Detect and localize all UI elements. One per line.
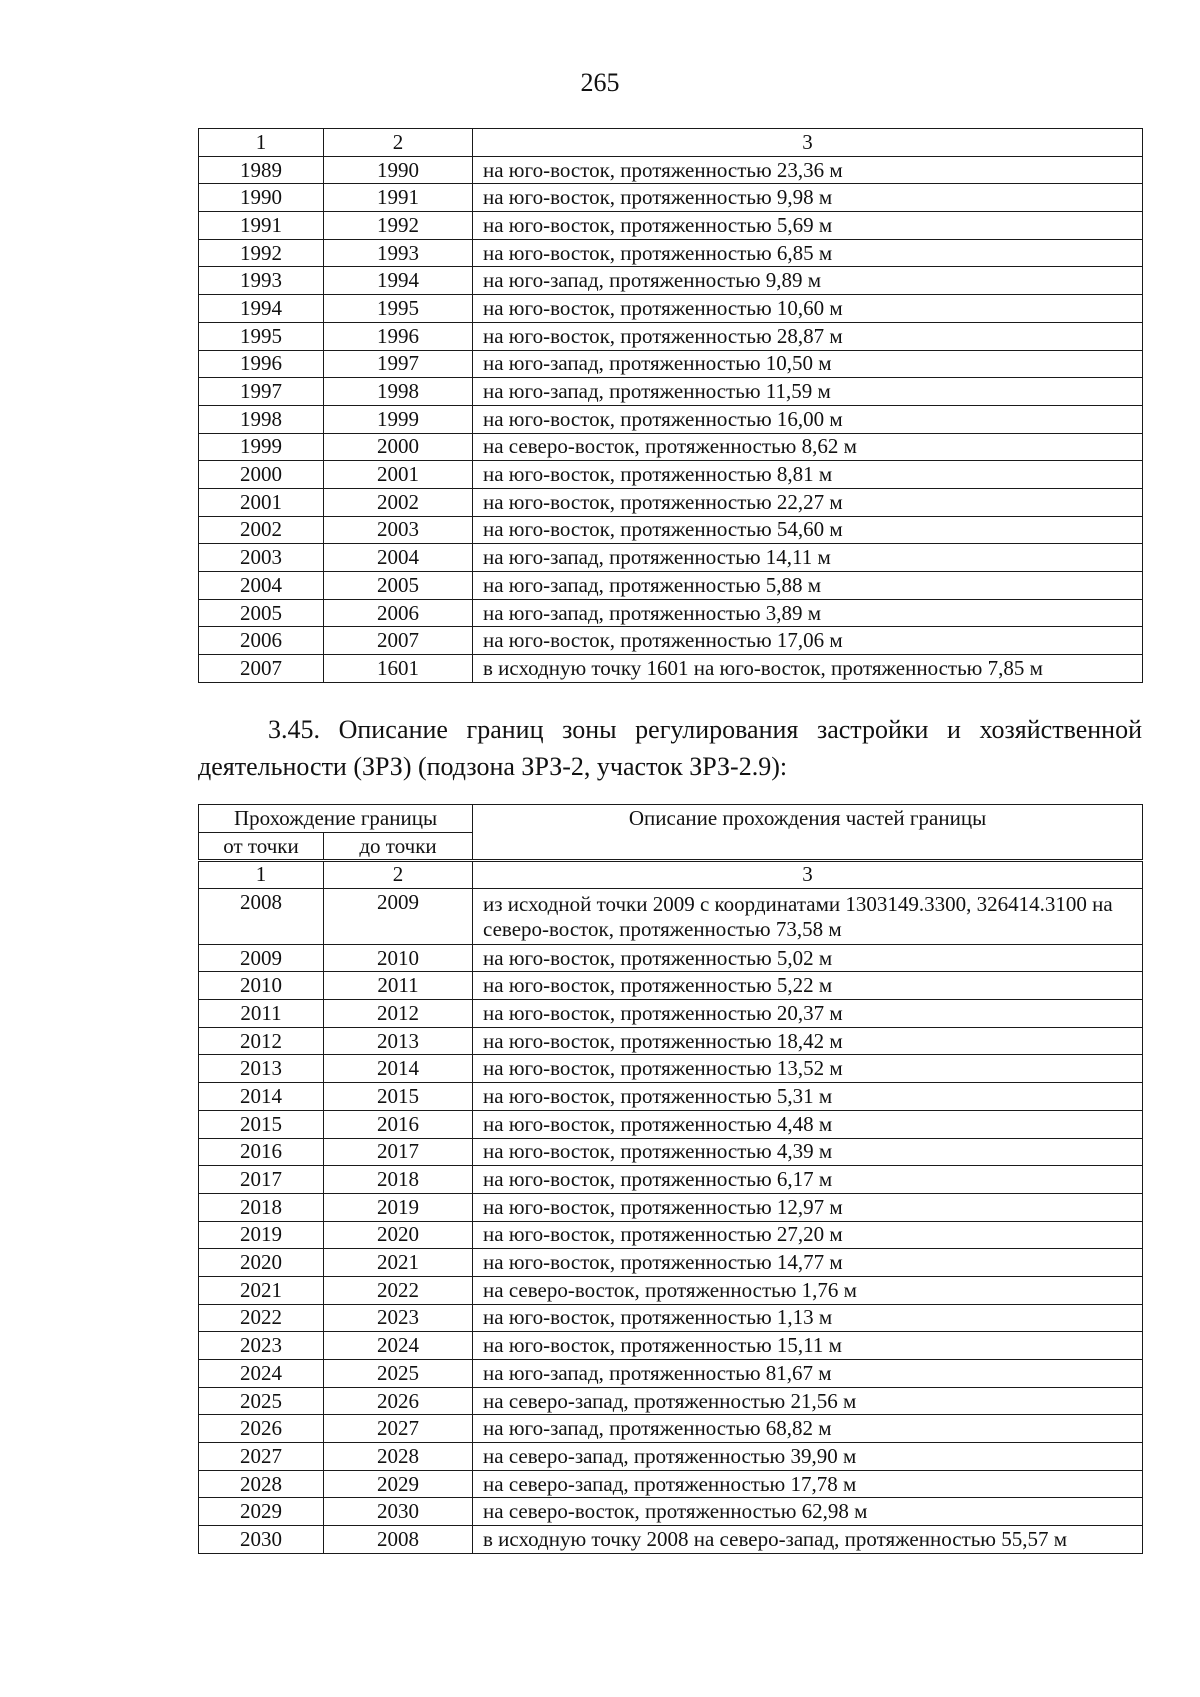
from-point-cell: 1990 xyxy=(199,184,324,212)
description-cell: на юго-запад, протяженностью 9,89 м xyxy=(473,267,1143,295)
from-point-cell: 2027 xyxy=(199,1443,324,1471)
column-number-2: 2 xyxy=(324,129,473,157)
to-point-cell: 2009 xyxy=(324,888,473,944)
from-point-cell: 2011 xyxy=(199,1000,324,1028)
to-point-cell: 1990 xyxy=(324,156,473,184)
to-point-cell: 1994 xyxy=(324,267,473,295)
table-row xyxy=(199,1110,1143,1138)
from-point-cell: 2004 xyxy=(199,572,324,600)
column-number-3: 3 xyxy=(473,129,1143,157)
from-point-cell: 2000 xyxy=(199,461,324,489)
from-point-cell: 1994 xyxy=(199,295,324,323)
description-cell: на северо-запад, протяженностью 39,90 м xyxy=(473,1443,1143,1471)
from-point-cell: 2010 xyxy=(199,972,324,1000)
table-row xyxy=(199,1360,1143,1388)
table-row xyxy=(199,1249,1143,1277)
to-point-cell: 2003 xyxy=(324,516,473,544)
page-number: 265 xyxy=(580,68,620,97)
to-point-cell: 2014 xyxy=(324,1055,473,1083)
description-cell: на юго-запад, протяженностью 81,67 м xyxy=(473,1360,1143,1388)
column-number-3: 3 xyxy=(473,861,1143,889)
from-point-cell: 2002 xyxy=(199,516,324,544)
to-point-cell: 1999 xyxy=(324,405,473,433)
table-row xyxy=(199,295,1143,323)
table-row xyxy=(199,405,1143,433)
table-row xyxy=(199,212,1143,240)
from-point-cell: 1997 xyxy=(199,378,324,406)
from-point-cell: 2025 xyxy=(199,1387,324,1415)
table-row xyxy=(199,544,1143,572)
description-cell: на юго-восток, протяженностью 14,77 м xyxy=(473,1249,1143,1277)
table-row xyxy=(199,1276,1143,1304)
description-cell: на юго-восток, протяженностью 15,11 м xyxy=(473,1332,1143,1360)
description-cell: на юго-запад, протяженностью 5,88 м xyxy=(473,572,1143,600)
table-row xyxy=(199,1138,1143,1166)
table-row xyxy=(199,944,1143,972)
from-point-cell: 2021 xyxy=(199,1276,324,1304)
description-cell: на юго-восток, протяженностью 5,69 м xyxy=(473,212,1143,240)
to-point-cell: 1601 xyxy=(324,655,473,683)
description-cell: в исходную точку 1601 на юго-восток, протяженностью 7,85 м xyxy=(473,655,1143,683)
table-row xyxy=(199,572,1143,600)
table-row xyxy=(199,239,1143,267)
to-point-cell: 2000 xyxy=(324,433,473,461)
table-row xyxy=(199,267,1143,295)
from-point-cell: 2005 xyxy=(199,599,324,627)
description-cell: на юго-восток, протяженностью 18,42 м xyxy=(473,1027,1143,1055)
to-point-cell: 2020 xyxy=(324,1221,473,1249)
table-row xyxy=(199,516,1143,544)
from-point-cell: 2018 xyxy=(199,1193,324,1221)
to-point-cell: 2030 xyxy=(324,1498,473,1526)
table-row xyxy=(199,1221,1143,1249)
table-row xyxy=(199,655,1143,683)
from-point-cell: 2009 xyxy=(199,944,324,972)
to-point-cell: 1992 xyxy=(324,212,473,240)
header-description: Описание прохождения частей границы xyxy=(473,805,1143,861)
from-point-cell: 1995 xyxy=(199,322,324,350)
description-cell: на юго-восток, протяженностью 54,60 м xyxy=(473,516,1143,544)
column-number-row xyxy=(199,129,1143,157)
from-point-cell: 2029 xyxy=(199,1498,324,1526)
to-point-cell: 2005 xyxy=(324,572,473,600)
from-point-cell: 2016 xyxy=(199,1138,324,1166)
description-cell: на юго-восток, протяженностью 20,37 м xyxy=(473,1000,1143,1028)
column-number-1: 1 xyxy=(199,861,324,889)
to-point-cell: 2007 xyxy=(324,627,473,655)
description-cell: на юго-восток, протяженностью 13,52 м xyxy=(473,1055,1143,1083)
to-point-cell: 2027 xyxy=(324,1415,473,1443)
to-point-cell: 2026 xyxy=(324,1387,473,1415)
header-boundary-passage: Прохождение границы xyxy=(199,805,473,833)
description-cell: на юго-восток, протяженностью 17,06 м xyxy=(473,627,1143,655)
description-cell: на юго-восток, протяженностью 16,00 м xyxy=(473,405,1143,433)
to-point-cell: 1998 xyxy=(324,378,473,406)
column-number-row xyxy=(199,861,1143,889)
table-row xyxy=(199,1083,1143,1111)
to-point-cell: 2015 xyxy=(324,1083,473,1111)
from-point-cell: 2012 xyxy=(199,1027,324,1055)
description-cell: на юго-восток, протяженностью 9,98 м xyxy=(473,184,1143,212)
from-point-cell: 1996 xyxy=(199,350,324,378)
to-point-cell: 2001 xyxy=(324,461,473,489)
table-row xyxy=(199,350,1143,378)
table-row xyxy=(199,1443,1143,1471)
to-point-cell: 2008 xyxy=(324,1526,473,1554)
from-point-cell: 2024 xyxy=(199,1360,324,1388)
to-point-cell: 1995 xyxy=(324,295,473,323)
description-cell: на юго-восток, протяженностью 1,13 м xyxy=(473,1304,1143,1332)
description-cell: на юго-восток, протяженностью 4,39 м xyxy=(473,1138,1143,1166)
from-point-cell: 2030 xyxy=(199,1526,324,1554)
table-row xyxy=(199,1332,1143,1360)
description-cell: на юго-запад, протяженностью 68,82 м xyxy=(473,1415,1143,1443)
from-point-cell: 2020 xyxy=(199,1249,324,1277)
from-point-cell: 2013 xyxy=(199,1055,324,1083)
description-cell: на юго-восток, протяженностью 10,60 м xyxy=(473,295,1143,323)
column-number-1: 1 xyxy=(199,129,324,157)
to-point-cell: 2023 xyxy=(324,1304,473,1332)
description-cell: на юго-восток, протяженностью 4,48 м xyxy=(473,1110,1143,1138)
from-point-cell: 1998 xyxy=(199,405,324,433)
header-row-group xyxy=(199,805,1143,833)
description-cell: на юго-запад, протяженностью 11,59 м xyxy=(473,378,1143,406)
to-point-cell: 2029 xyxy=(324,1470,473,1498)
table-row xyxy=(199,1526,1143,1554)
description-cell: на юго-восток, протяженностью 6,17 м xyxy=(473,1166,1143,1194)
from-point-cell: 2022 xyxy=(199,1304,324,1332)
from-point-cell: 2007 xyxy=(199,655,324,683)
description-cell: на юго-восток, протяженностью 22,27 м xyxy=(473,488,1143,516)
table-row xyxy=(199,1387,1143,1415)
description-cell: на северо-запад, протяженностью 21,56 м xyxy=(473,1387,1143,1415)
description-cell: на юго-запад, протяженностью 10,50 м xyxy=(473,350,1143,378)
description-cell: на юго-восток, протяженностью 8,81 м xyxy=(473,461,1143,489)
to-point-cell: 2022 xyxy=(324,1276,473,1304)
to-point-cell: 2002 xyxy=(324,488,473,516)
table-row xyxy=(199,1470,1143,1498)
table-row xyxy=(199,1000,1143,1028)
table-row xyxy=(199,1304,1143,1332)
to-point-cell: 1997 xyxy=(324,350,473,378)
description-cell: на северо-восток, протяженностью 8,62 м xyxy=(473,433,1143,461)
description-cell: на юго-восток, протяженностью 23,36 м xyxy=(473,156,1143,184)
from-point-cell: 2006 xyxy=(199,627,324,655)
description-cell: на юго-восток, протяженностью 28,87 м xyxy=(473,322,1143,350)
to-point-cell: 2018 xyxy=(324,1166,473,1194)
description-cell: на северо-восток, протяженностью 62,98 м xyxy=(473,1498,1143,1526)
to-point-cell: 2016 xyxy=(324,1110,473,1138)
table-row xyxy=(199,888,1143,944)
description-cell: в исходную точку 2008 на северо-запад, протяженностью 55,57 м xyxy=(473,1526,1143,1554)
to-point-cell: 2017 xyxy=(324,1138,473,1166)
from-point-cell: 2026 xyxy=(199,1415,324,1443)
column-number-2: 2 xyxy=(324,861,473,889)
to-point-cell: 2012 xyxy=(324,1000,473,1028)
description-cell: на юго-восток, протяженностью 27,20 м xyxy=(473,1221,1143,1249)
from-point-cell: 1999 xyxy=(199,433,324,461)
from-point-cell: 2014 xyxy=(199,1083,324,1111)
to-point-cell: 2019 xyxy=(324,1193,473,1221)
from-point-cell: 1989 xyxy=(199,156,324,184)
to-point-cell: 2011 xyxy=(324,972,473,1000)
table-row xyxy=(199,599,1143,627)
table-row xyxy=(199,322,1143,350)
to-point-cell: 2004 xyxy=(324,544,473,572)
table-row xyxy=(199,1027,1143,1055)
section-heading: 3.45. Описание границ зоны регулирования застройки и хозяйственной деятельности (ЗРЗ) (подзона ЗРЗ-2, участок ЗРЗ-2.9): xyxy=(198,715,1142,781)
to-point-cell: 2024 xyxy=(324,1332,473,1360)
to-point-cell: 2028 xyxy=(324,1443,473,1471)
table-row xyxy=(199,1498,1143,1526)
from-point-cell: 1993 xyxy=(199,267,324,295)
description-cell: на северо-запад, протяженностью 17,78 м xyxy=(473,1470,1143,1498)
to-point-cell: 2006 xyxy=(324,599,473,627)
to-point-cell: 1996 xyxy=(324,322,473,350)
from-point-cell: 2019 xyxy=(199,1221,324,1249)
table-row xyxy=(199,184,1143,212)
table-row xyxy=(199,488,1143,516)
table-row xyxy=(199,378,1143,406)
header-from-point: от точки xyxy=(199,833,324,861)
boundary-table-continued xyxy=(198,128,1143,683)
description-cell: на юго-запад, протяженностью 14,11 м xyxy=(473,544,1143,572)
description-cell: на северо-восток, протяженностью 1,76 м xyxy=(473,1276,1143,1304)
table-row xyxy=(199,1193,1143,1221)
from-point-cell: 2017 xyxy=(199,1166,324,1194)
description-cell: на юго-восток, протяженностью 5,31 м xyxy=(473,1083,1143,1111)
from-point-cell: 1991 xyxy=(199,212,324,240)
header-to-point: до точки xyxy=(324,833,473,861)
to-point-cell: 1991 xyxy=(324,184,473,212)
to-point-cell: 2021 xyxy=(324,1249,473,1277)
table-row xyxy=(199,461,1143,489)
table-row xyxy=(199,1415,1143,1443)
description-cell: из исходной точки 2009 с координатами 1303149.3300, 326414.3100 на северо-восток, протяженностью 73,58 м xyxy=(473,888,1143,944)
to-point-cell: 2010 xyxy=(324,944,473,972)
table-row xyxy=(199,627,1143,655)
description-cell: на юго-запад, протяженностью 3,89 м xyxy=(473,599,1143,627)
boundary-table-continued-body xyxy=(199,129,1143,683)
description-cell: на юго-восток, протяженностью 12,97 м xyxy=(473,1193,1143,1221)
to-point-cell: 2013 xyxy=(324,1027,473,1055)
table-row xyxy=(199,1166,1143,1194)
boundary-table-zrz-2-9 xyxy=(198,804,1143,1554)
from-point-cell: 1992 xyxy=(199,239,324,267)
boundary-table-zrz-2-9-body xyxy=(199,805,1143,1554)
from-point-cell: 2023 xyxy=(199,1332,324,1360)
table-row xyxy=(199,972,1143,1000)
from-point-cell: 2015 xyxy=(199,1110,324,1138)
table-row xyxy=(199,1055,1143,1083)
to-point-cell: 2025 xyxy=(324,1360,473,1388)
table-row xyxy=(199,433,1143,461)
from-point-cell: 2003 xyxy=(199,544,324,572)
table-row xyxy=(199,156,1143,184)
from-point-cell: 2028 xyxy=(199,1470,324,1498)
from-point-cell: 2008 xyxy=(199,888,324,944)
to-point-cell: 1993 xyxy=(324,239,473,267)
from-point-cell: 2001 xyxy=(199,488,324,516)
description-cell: на юго-восток, протяженностью 5,02 м xyxy=(473,944,1143,972)
description-cell: на юго-восток, протяженностью 6,85 м xyxy=(473,239,1143,267)
description-cell: на юго-восток, протяженностью 5,22 м xyxy=(473,972,1143,1000)
